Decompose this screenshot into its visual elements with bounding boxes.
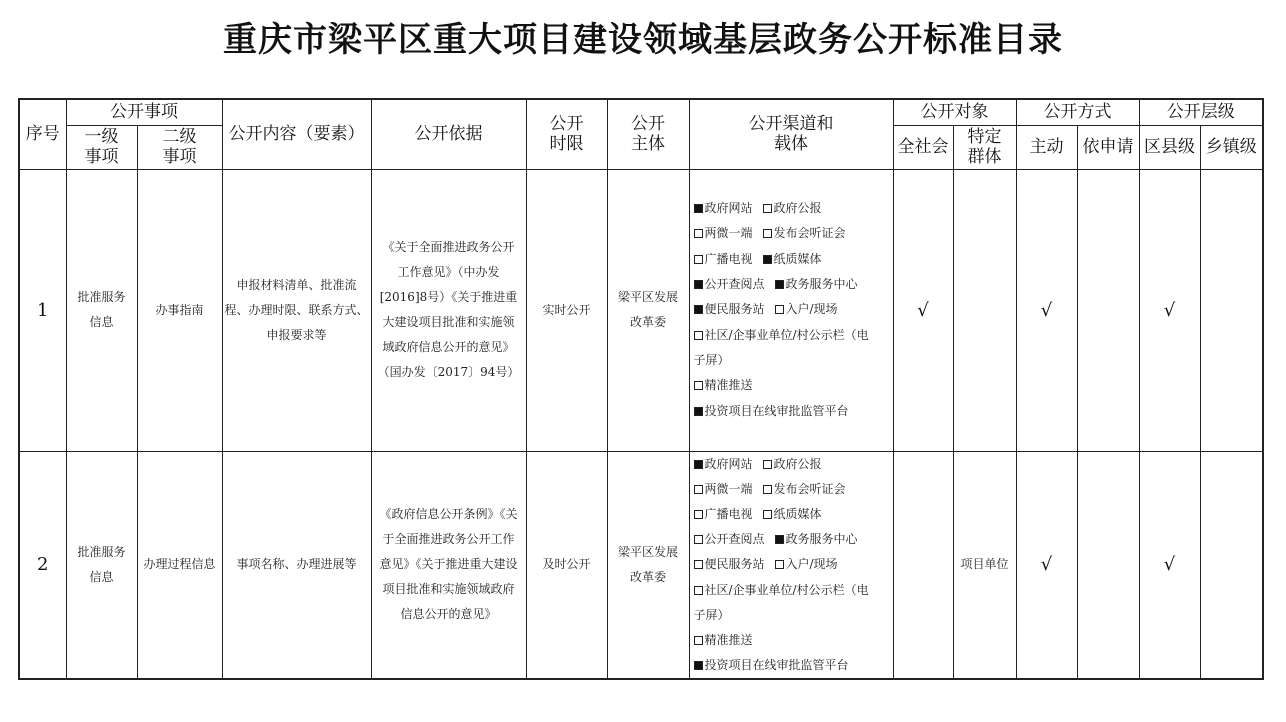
unchecked-box-icon: [694, 381, 703, 390]
channel-line: [694, 502, 893, 527]
row-level2: 办理过程信息: [137, 451, 222, 679]
channel-label: 投资项目在线审批监管平台: [704, 403, 849, 418]
checked-box-icon: [694, 305, 703, 314]
channel-line: [694, 399, 893, 424]
channel-label: 政府公报: [773, 201, 822, 216]
channel-line: [694, 272, 893, 297]
checked-box-icon: [694, 280, 703, 289]
row-township: [1200, 169, 1263, 451]
channel-label: 政府网站: [704, 456, 753, 471]
channel-label: 政务服务中心: [785, 277, 858, 292]
channel-line: [694, 552, 893, 577]
channel-line: [694, 653, 893, 678]
row-time: 实时公开: [526, 169, 607, 451]
row-township: [1200, 451, 1263, 679]
channel-label: 便民服务站: [704, 302, 765, 317]
channel-label: 两微一端: [704, 481, 753, 496]
row-basis: 《关于全面推进政务公开 工作意见》（中办发 [2016]8号）《关于推进重 大建设项目批准和实施领 域政府信息公开的意见》 （国办发〔2017〕94号）: [371, 169, 526, 451]
header-level2: 二级 事项: [137, 125, 222, 169]
row-subject: 梁平区发展 改革委: [607, 451, 689, 679]
channel-label: 政务服务中心: [785, 532, 858, 547]
header-subject: 公开 主体: [607, 99, 689, 169]
unchecked-box-icon: [763, 229, 772, 238]
channel-line: [694, 323, 893, 348]
channel-label: 发布会听证会: [773, 481, 846, 496]
channel-line: [694, 297, 893, 322]
row-time: 及时公开: [526, 451, 607, 679]
row-specific-group: [953, 169, 1016, 451]
row-on-request: [1077, 451, 1139, 679]
checked-box-icon: [763, 255, 772, 264]
channel-label: 精准推送: [704, 632, 753, 647]
checked-box-icon: [694, 661, 703, 670]
header-method: 公开方式: [1016, 99, 1139, 125]
row-active: √: [1016, 169, 1077, 451]
channel-line: [694, 603, 893, 628]
channel-line: [694, 578, 893, 603]
unchecked-box-icon: [694, 560, 703, 569]
row-content: 事项名称、办理进展等: [222, 451, 371, 679]
channel-label: 政府公报: [773, 456, 822, 471]
header-all-society: 全社会: [893, 125, 953, 169]
channel-label: 入户/现场: [785, 557, 838, 572]
checked-box-icon: [694, 460, 703, 469]
unchecked-box-icon: [694, 586, 703, 595]
channel-label: 子屏）: [693, 352, 730, 367]
checked-box-icon: [694, 204, 703, 213]
row-content: 申报材料清单、批准流 程、办理时限、联系方式、 申报要求等: [222, 169, 371, 451]
unchecked-box-icon: [763, 460, 772, 469]
header-township: 乡镇级: [1200, 125, 1263, 169]
row-all-society: √: [893, 169, 953, 451]
channel-label: 发布会听证会: [773, 226, 846, 241]
channel-label: 纸质媒体: [773, 251, 822, 266]
channel-line: [694, 452, 893, 477]
row-subject: 梁平区发展 改革委: [607, 169, 689, 451]
channel-line: [694, 477, 893, 502]
page-title: 重庆市梁平区重大项目建设领域基层政务公开标准目录: [223, 20, 1063, 60]
channel-line: [694, 348, 893, 373]
header-active: 主动: [1016, 125, 1077, 169]
row-county: √: [1139, 451, 1200, 679]
row-seq: 1: [19, 169, 66, 451]
channel-label: 社区/企事业单位/村公示栏（电: [704, 582, 869, 597]
header-specific-group: 特定 群体: [953, 125, 1016, 169]
header-level1: 一级 事项: [66, 125, 137, 169]
unchecked-box-icon: [775, 305, 784, 314]
channel-label: 子屏）: [693, 607, 730, 622]
unchecked-box-icon: [694, 636, 703, 645]
row-specific-group: 项目单位: [953, 451, 1016, 679]
header-county: 区县级: [1139, 125, 1200, 169]
channel-label: 投资项目在线审批监管平台: [704, 658, 849, 673]
unchecked-box-icon: [694, 510, 703, 519]
unchecked-box-icon: [694, 485, 703, 494]
channel-label: 政府网站: [704, 201, 753, 216]
unchecked-box-icon: [694, 229, 703, 238]
channel-label: 纸质媒体: [773, 506, 822, 521]
header-content: 公开内容（要素）: [222, 99, 371, 169]
channel-label: 精准推送: [704, 378, 753, 393]
row-channels: [689, 451, 893, 679]
unchecked-box-icon: [694, 535, 703, 544]
row-basis: 《政府信息公开条例》《关 于全面推进政务公开工作 意见》《关于推进重大建设 项目批准和实施领域政府 信息公开的意见》: [371, 451, 526, 679]
catalog-table: [18, 98, 1264, 680]
channel-label: 入户/现场: [785, 302, 838, 317]
channel-label: 社区/企事业单位/村公示栏（电: [704, 327, 869, 342]
row-active: √: [1016, 451, 1077, 679]
table-row: [19, 169, 1263, 451]
channel-label: 两微一端: [704, 226, 753, 241]
channel-line: [694, 196, 893, 221]
table-row: [19, 451, 1263, 679]
header-channel: 公开渠道和 载体: [689, 99, 893, 169]
header-time: 公开 时限: [526, 99, 607, 169]
unchecked-box-icon: [694, 331, 703, 340]
row-all-society: [893, 451, 953, 679]
header-level: 公开层级: [1139, 99, 1263, 125]
row-channels: [689, 169, 893, 451]
row-county: √: [1139, 169, 1200, 451]
checked-box-icon: [775, 280, 784, 289]
channel-line: [694, 527, 893, 552]
channel-label: 公开查阅点: [704, 277, 765, 292]
channel-line: [694, 373, 893, 398]
unchecked-box-icon: [763, 204, 772, 213]
row-level2: 办事指南: [137, 169, 222, 451]
channel-label: 广播电视: [704, 506, 753, 521]
unchecked-box-icon: [763, 485, 772, 494]
row-level1: 批准服务 信息: [66, 451, 137, 679]
checked-box-icon: [694, 407, 703, 416]
unchecked-box-icon: [694, 255, 703, 264]
header-row-top: [19, 99, 1263, 125]
channel-line: [694, 247, 893, 272]
channel-line: [694, 628, 893, 653]
channel-line: [694, 221, 893, 246]
header-items: 公开事项: [66, 99, 222, 125]
channel-label: 公开查阅点: [704, 532, 765, 547]
unchecked-box-icon: [775, 560, 784, 569]
header-seq: 序号: [19, 99, 66, 169]
header-on-request: 依申请: [1077, 125, 1139, 169]
header-target: 公开对象: [893, 99, 1016, 125]
row-level1: 批准服务 信息: [66, 169, 137, 451]
unchecked-box-icon: [763, 510, 772, 519]
row-on-request: [1077, 169, 1139, 451]
channel-label: 广播电视: [704, 251, 753, 266]
checked-box-icon: [775, 535, 784, 544]
header-basis: 公开依据: [371, 99, 526, 169]
channel-label: 便民服务站: [704, 557, 765, 572]
row-seq: 2: [19, 451, 66, 679]
